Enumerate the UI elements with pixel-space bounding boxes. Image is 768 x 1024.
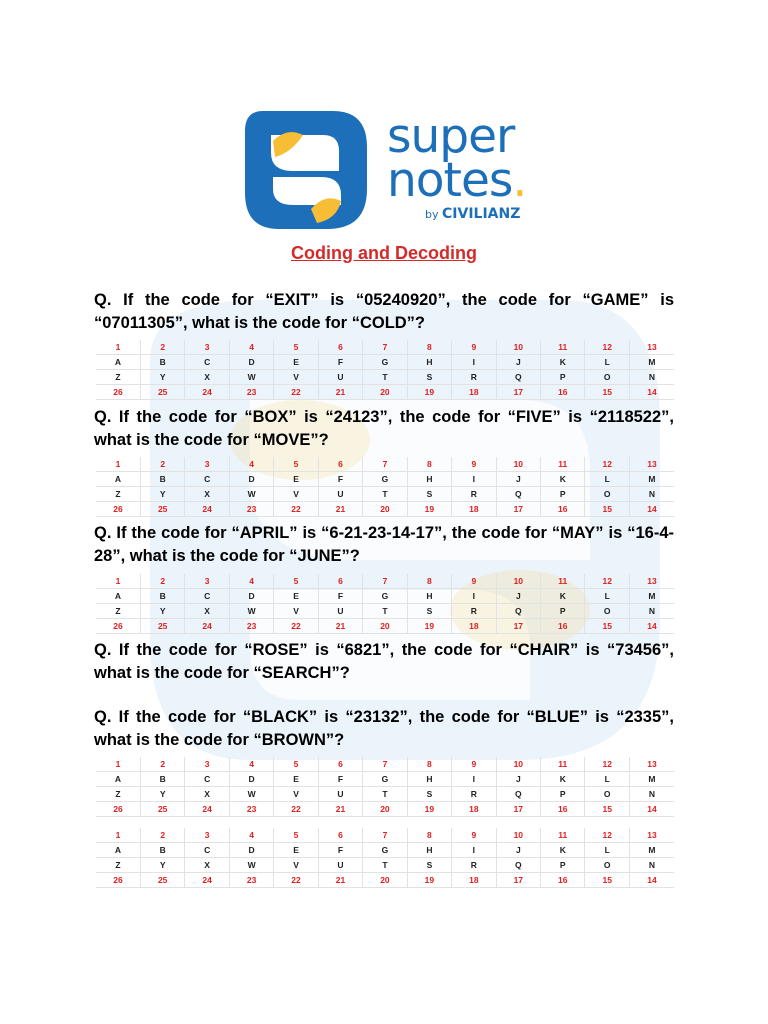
code-table-letter-cell: H bbox=[407, 589, 451, 604]
logo-text-super: super bbox=[387, 109, 515, 164]
code-table-reverse-number-cell: 20 bbox=[363, 873, 407, 888]
code-table-reverse-letter-cell: W bbox=[229, 787, 273, 802]
code-table-letter-cell: I bbox=[452, 772, 496, 787]
code-table-letter-cell: J bbox=[496, 843, 540, 858]
code-table-number-cell: 3 bbox=[185, 574, 229, 589]
code-table-number-cell: 6 bbox=[318, 757, 362, 772]
code-table-letter-cell: B bbox=[140, 772, 184, 787]
code-table-reverse-letter-cell: Y bbox=[140, 787, 184, 802]
code-table-reverse-letter-cell: O bbox=[585, 787, 629, 802]
code-table-letter-cell: G bbox=[363, 772, 407, 787]
code-table-letter-cell: M bbox=[629, 472, 674, 487]
code-table-reverse-number-cell: 17 bbox=[496, 802, 540, 817]
code-table-row-numbers bbox=[96, 457, 674, 472]
code-table-reverse-number-cell: 26 bbox=[96, 619, 140, 634]
code-table-reverse-letter-cell: O bbox=[585, 604, 629, 619]
question-4: Q. If the code for “ROSE” is “6821”, the code for “CHAIR” is “73456”, what is the code for “SEARCH”? bbox=[94, 641, 674, 682]
code-table-reverse-number-cell: 21 bbox=[318, 502, 362, 517]
code-table-number-cell: 5 bbox=[274, 457, 318, 472]
code-table-reverse-number-cell: 22 bbox=[274, 619, 318, 634]
code-table-4 bbox=[96, 757, 674, 817]
code-table-reverse-number-cell: 23 bbox=[229, 802, 273, 817]
code-table-reverse-letter-cell: R bbox=[452, 604, 496, 619]
code-table-number-cell: 7 bbox=[363, 574, 407, 589]
code-table-letter-cell: I bbox=[452, 472, 496, 487]
code-table-row-letters bbox=[96, 843, 674, 858]
code-table-reverse-number-cell: 18 bbox=[452, 385, 496, 400]
code-table-letter-cell: D bbox=[229, 355, 273, 370]
code-table-number-cell: 1 bbox=[96, 574, 140, 589]
code-table-letter-cell: E bbox=[274, 355, 318, 370]
code-table-reverse-number-cell: 26 bbox=[96, 502, 140, 517]
code-table-number-cell: 4 bbox=[229, 340, 273, 355]
code-table-reverse-letter-cell: W bbox=[229, 858, 273, 873]
code-table-letter-cell: K bbox=[541, 843, 585, 858]
code-table-reverse-number-cell: 26 bbox=[96, 873, 140, 888]
code-table-reverse-number-cell: 17 bbox=[496, 873, 540, 888]
code-table-number-cell: 9 bbox=[452, 457, 496, 472]
code-table-reverse-letter-cell: U bbox=[318, 604, 362, 619]
code-table-reverse-number-cell: 14 bbox=[629, 385, 674, 400]
code-table-number-cell: 12 bbox=[585, 574, 629, 589]
code-table-number-cell: 6 bbox=[318, 574, 362, 589]
code-table-reverse-number-cell: 15 bbox=[585, 619, 629, 634]
code-table-number-cell: 4 bbox=[229, 574, 273, 589]
code-table-letter-cell: C bbox=[185, 355, 229, 370]
code-table-row-reverse-numbers bbox=[96, 385, 674, 400]
code-table-reverse-letter-cell: V bbox=[274, 787, 318, 802]
code-table-row-letters bbox=[96, 589, 674, 604]
code-table-row-numbers bbox=[96, 757, 674, 772]
code-table-reverse-letter-cell: W bbox=[229, 487, 273, 502]
code-table-number-cell: 3 bbox=[185, 457, 229, 472]
code-table-reverse-number-cell: 21 bbox=[318, 619, 362, 634]
code-table-reverse-letter-cell: V bbox=[274, 487, 318, 502]
code-table-number-cell: 7 bbox=[363, 457, 407, 472]
code-table-row-numbers bbox=[96, 340, 674, 355]
code-table-reverse-number-cell: 20 bbox=[363, 802, 407, 817]
code-table-letter-cell: E bbox=[274, 843, 318, 858]
code-table-reverse-letter-cell: U bbox=[318, 787, 362, 802]
code-table-number-cell: 4 bbox=[229, 457, 273, 472]
code-table-reverse-number-cell: 17 bbox=[496, 385, 540, 400]
code-table-letter-cell: M bbox=[629, 843, 674, 858]
code-table-number-cell: 2 bbox=[140, 828, 184, 843]
code-table-reverse-letter-cell: X bbox=[185, 858, 229, 873]
code-table-reverse-number-cell: 25 bbox=[140, 385, 184, 400]
code-table-reverse-number-cell: 21 bbox=[318, 385, 362, 400]
code-table-letter-cell: K bbox=[541, 355, 585, 370]
code-table-reverse-number-cell: 14 bbox=[629, 802, 674, 817]
code-table-number-cell: 5 bbox=[274, 757, 318, 772]
code-table-reverse-number-cell: 19 bbox=[407, 502, 451, 517]
code-table-number-cell: 6 bbox=[318, 457, 362, 472]
code-table-reverse-letter-cell: U bbox=[318, 370, 362, 385]
code-table-letter-cell: L bbox=[585, 772, 629, 787]
code-table-number-cell: 12 bbox=[585, 340, 629, 355]
code-table-reverse-number-cell: 20 bbox=[363, 502, 407, 517]
code-table-reverse-letter-cell: T bbox=[363, 787, 407, 802]
code-table-reverse-letter-cell: Q bbox=[496, 487, 540, 502]
code-table-letter-cell: A bbox=[96, 843, 140, 858]
code-table-letter-cell: G bbox=[363, 472, 407, 487]
code-table-number-cell: 11 bbox=[541, 757, 585, 772]
code-table-number-cell: 11 bbox=[541, 457, 585, 472]
code-table-number-cell: 8 bbox=[407, 757, 451, 772]
code-table-letter-cell: M bbox=[629, 772, 674, 787]
code-table-reverse-letter-cell: Y bbox=[140, 858, 184, 873]
code-table-reverse-letter-cell: S bbox=[407, 858, 451, 873]
code-table-row-reverse-letters bbox=[96, 604, 674, 619]
code-table-row-reverse-numbers bbox=[96, 619, 674, 634]
code-table-number-cell: 13 bbox=[629, 340, 674, 355]
code-table-number-cell: 8 bbox=[407, 574, 451, 589]
code-table-number-cell: 10 bbox=[496, 574, 540, 589]
code-table-letter-cell: B bbox=[140, 472, 184, 487]
code-table-number-cell: 11 bbox=[541, 828, 585, 843]
code-table-reverse-number-cell: 25 bbox=[140, 502, 184, 517]
code-table-row-reverse-letters bbox=[96, 787, 674, 802]
code-table-reverse-letter-cell: P bbox=[541, 858, 585, 873]
logo-byline: by CIVILIANZ bbox=[425, 206, 521, 222]
code-table-letter-cell: C bbox=[185, 843, 229, 858]
code-table-reverse-letter-cell: V bbox=[274, 370, 318, 385]
code-table-reverse-letter-cell: W bbox=[229, 370, 273, 385]
code-table-letter-cell: L bbox=[585, 589, 629, 604]
code-table-reverse-letter-cell: V bbox=[274, 604, 318, 619]
code-table-letter-cell: L bbox=[585, 472, 629, 487]
code-table-1 bbox=[96, 340, 674, 400]
code-table-number-cell: 2 bbox=[140, 340, 184, 355]
code-table-reverse-letter-cell: T bbox=[363, 487, 407, 502]
code-table-reverse-number-cell: 16 bbox=[541, 385, 585, 400]
code-table-reverse-letter-cell: X bbox=[185, 487, 229, 502]
code-table-reverse-number-cell: 18 bbox=[452, 619, 496, 634]
question-2: Q. If the code for “BOX” is “24123”, the code for “FIVE” is “2118522”, what is the code for “MOVE”? bbox=[94, 408, 674, 449]
code-table-reverse-letter-cell: T bbox=[363, 858, 407, 873]
code-table-reverse-letter-cell: N bbox=[629, 604, 674, 619]
code-table-letter-cell: G bbox=[363, 589, 407, 604]
code-table-row-reverse-letters bbox=[96, 370, 674, 385]
code-table-number-cell: 13 bbox=[629, 757, 674, 772]
code-table-number-cell: 1 bbox=[96, 757, 140, 772]
code-table-letter-cell: A bbox=[96, 355, 140, 370]
code-table-number-cell: 2 bbox=[140, 757, 184, 772]
code-table-number-cell: 5 bbox=[274, 828, 318, 843]
code-table-letter-cell: J bbox=[496, 589, 540, 604]
code-table-letter-cell: I bbox=[452, 355, 496, 370]
code-table-number-cell: 10 bbox=[496, 457, 540, 472]
code-table-row-reverse-letters bbox=[96, 858, 674, 873]
code-table-row-letters bbox=[96, 355, 674, 370]
code-table-reverse-letter-cell: N bbox=[629, 787, 674, 802]
code-table-number-cell: 10 bbox=[496, 828, 540, 843]
code-table-number-cell: 13 bbox=[629, 574, 674, 589]
code-table-reverse-letter-cell: P bbox=[541, 487, 585, 502]
supernotes-logo-icon bbox=[241, 105, 371, 233]
code-table-number-cell: 12 bbox=[585, 757, 629, 772]
code-table-reverse-letter-cell: W bbox=[229, 604, 273, 619]
code-table-number-cell: 12 bbox=[585, 828, 629, 843]
code-table-number-cell: 2 bbox=[140, 457, 184, 472]
code-table-reverse-number-cell: 19 bbox=[407, 385, 451, 400]
code-table-number-cell: 4 bbox=[229, 828, 273, 843]
code-table-reverse-number-cell: 15 bbox=[585, 385, 629, 400]
code-table-reverse-letter-cell: S bbox=[407, 370, 451, 385]
code-table-reverse-number-cell: 24 bbox=[185, 619, 229, 634]
code-table-2 bbox=[96, 457, 674, 517]
page-title: Coding and Decoding bbox=[291, 243, 477, 263]
code-table-letter-cell: I bbox=[452, 589, 496, 604]
code-table-letter-cell: M bbox=[629, 355, 674, 370]
code-table-reverse-letter-cell: Y bbox=[140, 487, 184, 502]
code-table-5 bbox=[96, 828, 674, 888]
code-table-row-reverse-letters bbox=[96, 487, 674, 502]
supernotes-logo bbox=[241, 105, 531, 233]
code-table-number-cell: 1 bbox=[96, 828, 140, 843]
code-table-reverse-letter-cell: N bbox=[629, 487, 674, 502]
code-table-reverse-letter-cell: X bbox=[185, 787, 229, 802]
code-table-letter-cell: B bbox=[140, 355, 184, 370]
code-table-reverse-number-cell: 23 bbox=[229, 873, 273, 888]
code-table-reverse-letter-cell: V bbox=[274, 858, 318, 873]
code-table-reverse-letter-cell: R bbox=[452, 787, 496, 802]
code-table-row-reverse-numbers bbox=[96, 802, 674, 817]
code-table-reverse-letter-cell: Q bbox=[496, 370, 540, 385]
code-table-letter-cell: G bbox=[363, 355, 407, 370]
code-table-number-cell: 3 bbox=[185, 828, 229, 843]
code-table-reverse-number-cell: 16 bbox=[541, 502, 585, 517]
code-table-letter-cell: H bbox=[407, 355, 451, 370]
code-table-letter-cell: L bbox=[585, 355, 629, 370]
code-table-number-cell: 1 bbox=[96, 457, 140, 472]
code-table-reverse-number-cell: 26 bbox=[96, 802, 140, 817]
code-table-reverse-number-cell: 21 bbox=[318, 873, 362, 888]
code-table-reverse-number-cell: 22 bbox=[274, 873, 318, 888]
code-table-reverse-number-cell: 22 bbox=[274, 502, 318, 517]
code-table-reverse-number-cell: 19 bbox=[407, 873, 451, 888]
code-table-reverse-letter-cell: Q bbox=[496, 787, 540, 802]
code-table-reverse-letter-cell: S bbox=[407, 487, 451, 502]
code-table-letter-cell: F bbox=[318, 843, 362, 858]
code-table-letter-cell: H bbox=[407, 472, 451, 487]
code-table-letter-cell: E bbox=[274, 472, 318, 487]
code-table-number-cell: 8 bbox=[407, 457, 451, 472]
code-table-reverse-number-cell: 15 bbox=[585, 502, 629, 517]
code-table-reverse-letter-cell: O bbox=[585, 487, 629, 502]
code-table-reverse-number-cell: 16 bbox=[541, 802, 585, 817]
code-table-letter-cell: H bbox=[407, 772, 451, 787]
code-table-letter-cell: F bbox=[318, 472, 362, 487]
code-table-number-cell: 9 bbox=[452, 757, 496, 772]
code-table-letter-cell: A bbox=[96, 472, 140, 487]
code-table-reverse-number-cell: 20 bbox=[363, 619, 407, 634]
code-table-reverse-number-cell: 21 bbox=[318, 802, 362, 817]
code-table-reverse-letter-cell: R bbox=[452, 370, 496, 385]
code-table-reverse-number-cell: 24 bbox=[185, 502, 229, 517]
code-table-number-cell: 11 bbox=[541, 340, 585, 355]
code-table-letter-cell: C bbox=[185, 472, 229, 487]
code-table-letter-cell: B bbox=[140, 843, 184, 858]
code-table-reverse-number-cell: 22 bbox=[274, 385, 318, 400]
code-table-number-cell: 13 bbox=[629, 828, 674, 843]
code-table-reverse-letter-cell: O bbox=[585, 858, 629, 873]
code-table-reverse-letter-cell: Q bbox=[496, 604, 540, 619]
code-table-reverse-letter-cell: U bbox=[318, 858, 362, 873]
code-table-reverse-letter-cell: Z bbox=[96, 858, 140, 873]
code-table-number-cell: 1 bbox=[96, 340, 140, 355]
code-table-number-cell: 6 bbox=[318, 828, 362, 843]
code-table-letter-cell: D bbox=[229, 843, 273, 858]
code-table-letter-cell: M bbox=[629, 589, 674, 604]
code-table-reverse-letter-cell: T bbox=[363, 370, 407, 385]
code-table-number-cell: 5 bbox=[274, 574, 318, 589]
code-table-letter-cell: A bbox=[96, 589, 140, 604]
code-table-row-reverse-numbers bbox=[96, 873, 674, 888]
code-table-row-numbers bbox=[96, 574, 674, 589]
code-table-reverse-number-cell: 23 bbox=[229, 502, 273, 517]
code-table-reverse-letter-cell: Z bbox=[96, 487, 140, 502]
code-table-reverse-letter-cell: U bbox=[318, 487, 362, 502]
code-table-number-cell: 9 bbox=[452, 574, 496, 589]
code-table-reverse-letter-cell: P bbox=[541, 370, 585, 385]
code-table-reverse-number-cell: 19 bbox=[407, 802, 451, 817]
code-table-reverse-number-cell: 14 bbox=[629, 502, 674, 517]
code-table-letter-cell: H bbox=[407, 843, 451, 858]
question-5: Q. If the code for “BLACK” is “23132”, the code for “BLUE” is “2335”, what is the code for “BROWN”? bbox=[94, 708, 674, 749]
code-table-letter-cell: J bbox=[496, 355, 540, 370]
code-table-reverse-number-cell: 22 bbox=[274, 802, 318, 817]
code-table-number-cell: 8 bbox=[407, 828, 451, 843]
code-table-reverse-number-cell: 25 bbox=[140, 873, 184, 888]
code-table-letter-cell: F bbox=[318, 772, 362, 787]
code-table-reverse-number-cell: 24 bbox=[185, 873, 229, 888]
code-table-number-cell: 13 bbox=[629, 457, 674, 472]
code-table-reverse-letter-cell: Z bbox=[96, 370, 140, 385]
code-table-reverse-letter-cell: Y bbox=[140, 604, 184, 619]
code-table-letter-cell: D bbox=[229, 589, 273, 604]
code-table-letter-cell: I bbox=[452, 843, 496, 858]
code-table-reverse-number-cell: 23 bbox=[229, 619, 273, 634]
code-table-reverse-letter-cell: Z bbox=[96, 787, 140, 802]
code-table-letter-cell: D bbox=[229, 472, 273, 487]
code-table-number-cell: 9 bbox=[452, 828, 496, 843]
code-table-number-cell: 5 bbox=[274, 340, 318, 355]
code-table-reverse-letter-cell: P bbox=[541, 787, 585, 802]
code-table-number-cell: 2 bbox=[140, 574, 184, 589]
code-table-reverse-letter-cell: R bbox=[452, 487, 496, 502]
question-3: Q. If the code for “APRIL” is “6-21-23-14-17”, the code for “MAY” is “16-4-28”, what is the code for “JUNE”? bbox=[94, 524, 674, 565]
code-table-reverse-number-cell: 17 bbox=[496, 619, 540, 634]
code-table-reverse-letter-cell: X bbox=[185, 604, 229, 619]
code-table-letter-cell: E bbox=[274, 772, 318, 787]
code-table-number-cell: 7 bbox=[363, 828, 407, 843]
code-table-reverse-number-cell: 14 bbox=[629, 619, 674, 634]
code-table-number-cell: 8 bbox=[407, 340, 451, 355]
code-table-reverse-number-cell: 18 bbox=[452, 502, 496, 517]
code-table-number-cell: 11 bbox=[541, 574, 585, 589]
code-table-letter-cell: J bbox=[496, 772, 540, 787]
logo-text-notes: notes. bbox=[387, 153, 527, 208]
code-table-reverse-letter-cell: S bbox=[407, 787, 451, 802]
code-table-reverse-letter-cell: N bbox=[629, 370, 674, 385]
code-table-reverse-number-cell: 18 bbox=[452, 873, 496, 888]
code-table-reverse-letter-cell: Z bbox=[96, 604, 140, 619]
code-table-letter-cell: D bbox=[229, 772, 273, 787]
code-table-letter-cell: L bbox=[585, 843, 629, 858]
code-table-reverse-number-cell: 20 bbox=[363, 385, 407, 400]
code-table-number-cell: 12 bbox=[585, 457, 629, 472]
code-table-reverse-number-cell: 18 bbox=[452, 802, 496, 817]
code-table-reverse-number-cell: 17 bbox=[496, 502, 540, 517]
code-table-letter-cell: K bbox=[541, 772, 585, 787]
code-table-number-cell: 4 bbox=[229, 757, 273, 772]
code-table-letter-cell: C bbox=[185, 589, 229, 604]
code-table-number-cell: 3 bbox=[185, 340, 229, 355]
question-1: Q. If the code for “EXIT” is “05240920”, the code for “GAME” is “07011305”, what is the code for “COLD”? bbox=[94, 291, 674, 332]
code-table-number-cell: 10 bbox=[496, 757, 540, 772]
code-table-row-reverse-numbers bbox=[96, 502, 674, 517]
code-table-reverse-letter-cell: P bbox=[541, 604, 585, 619]
code-table-reverse-number-cell: 15 bbox=[585, 873, 629, 888]
code-table-letter-cell: F bbox=[318, 355, 362, 370]
code-table-reverse-letter-cell: R bbox=[452, 858, 496, 873]
code-table-reverse-letter-cell: Q bbox=[496, 858, 540, 873]
code-table-reverse-number-cell: 19 bbox=[407, 619, 451, 634]
code-table-reverse-number-cell: 16 bbox=[541, 619, 585, 634]
code-table-reverse-number-cell: 24 bbox=[185, 802, 229, 817]
code-table-reverse-number-cell: 24 bbox=[185, 385, 229, 400]
code-table-reverse-letter-cell: X bbox=[185, 370, 229, 385]
code-table-number-cell: 3 bbox=[185, 757, 229, 772]
code-table-reverse-letter-cell: N bbox=[629, 858, 674, 873]
code-table-number-cell: 7 bbox=[363, 757, 407, 772]
code-table-number-cell: 7 bbox=[363, 340, 407, 355]
code-table-3 bbox=[96, 574, 674, 634]
code-table-letter-cell: K bbox=[541, 472, 585, 487]
code-table-letter-cell: J bbox=[496, 472, 540, 487]
code-table-reverse-letter-cell: T bbox=[363, 604, 407, 619]
code-table-reverse-letter-cell: O bbox=[585, 370, 629, 385]
code-table-letter-cell: B bbox=[140, 589, 184, 604]
code-table-reverse-letter-cell: S bbox=[407, 604, 451, 619]
code-table-reverse-letter-cell: Y bbox=[140, 370, 184, 385]
code-table-reverse-number-cell: 15 bbox=[585, 802, 629, 817]
code-table-row-numbers bbox=[96, 828, 674, 843]
code-table-reverse-number-cell: 25 bbox=[140, 802, 184, 817]
code-table-reverse-number-cell: 16 bbox=[541, 873, 585, 888]
code-table-reverse-number-cell: 14 bbox=[629, 873, 674, 888]
code-table-letter-cell: A bbox=[96, 772, 140, 787]
code-table-letter-cell: E bbox=[274, 589, 318, 604]
code-table-row-letters bbox=[96, 772, 674, 787]
code-table-row-letters bbox=[96, 472, 674, 487]
code-table-letter-cell: F bbox=[318, 589, 362, 604]
code-table-reverse-number-cell: 23 bbox=[229, 385, 273, 400]
code-table-number-cell: 9 bbox=[452, 340, 496, 355]
code-table-number-cell: 10 bbox=[496, 340, 540, 355]
code-table-letter-cell: G bbox=[363, 843, 407, 858]
code-table-reverse-number-cell: 25 bbox=[140, 619, 184, 634]
code-table-number-cell: 6 bbox=[318, 340, 362, 355]
code-table-letter-cell: K bbox=[541, 589, 585, 604]
code-table-letter-cell: C bbox=[185, 772, 229, 787]
code-table-reverse-number-cell: 26 bbox=[96, 385, 140, 400]
